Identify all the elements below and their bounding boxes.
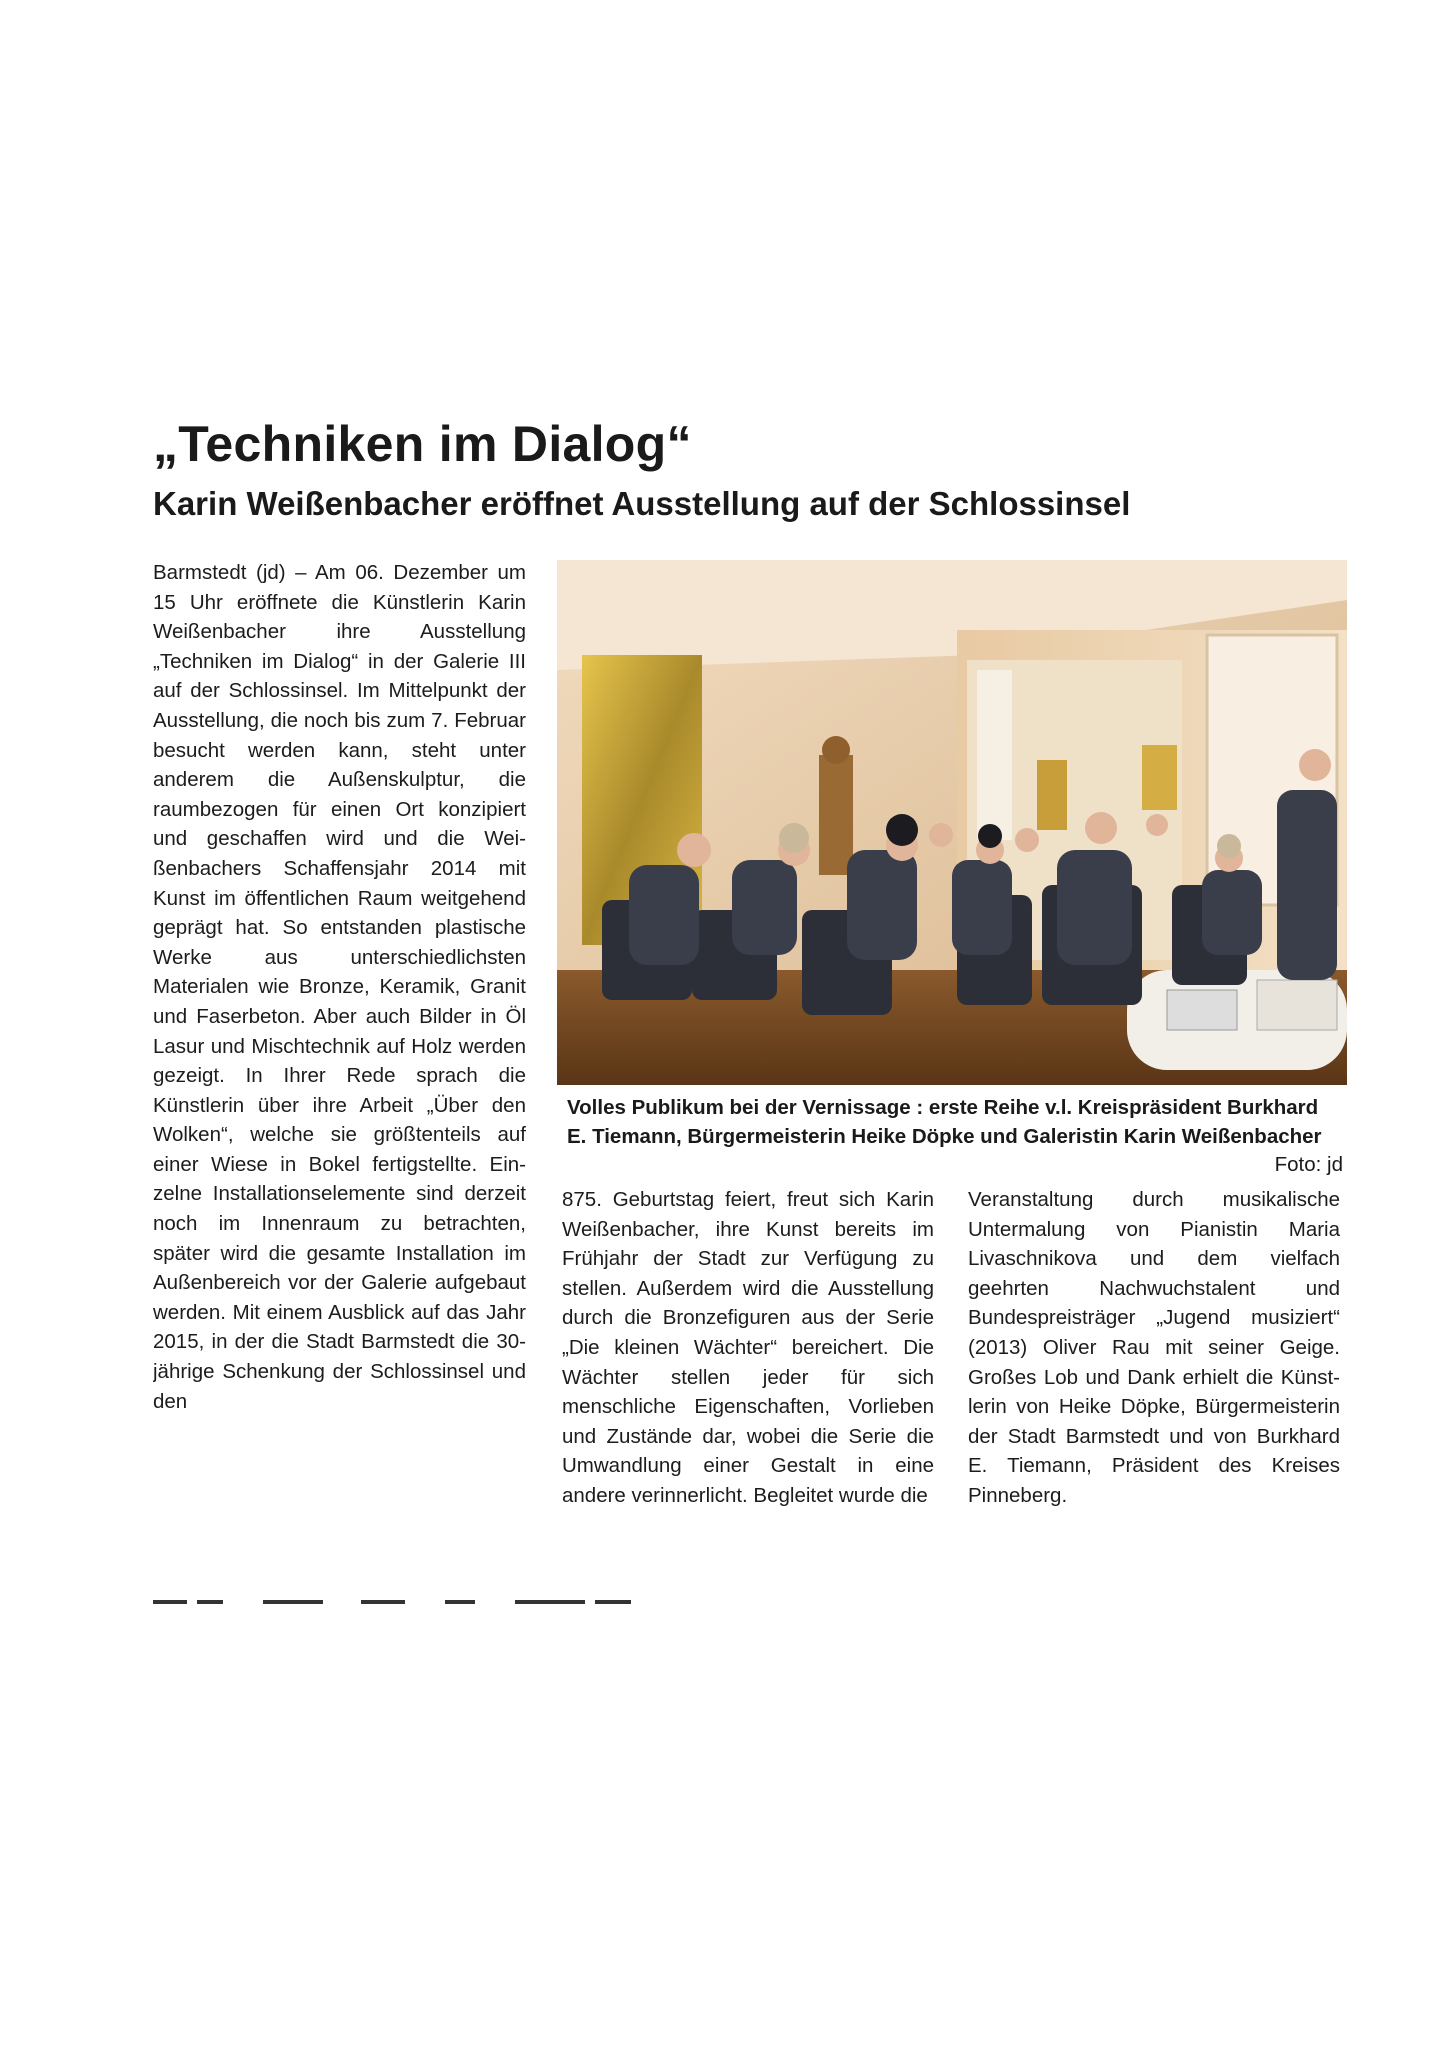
clipped-text-fragment: [153, 1596, 713, 1606]
article-column-2: 875. Geburtstag feiert, freut sich Karin Weißenbacher, ihre Kunst bereits im Frühjahr der Stadt zur Verfügung zu stellen. Außerdem wird die Ausstellung durch die Bronzefiguren aus der Serie „Die kleinen Wächter“ bereichert. Die Wächter stellen jeder für sich menschliche Eigenschaften, Vorlieben und Zustände dar, wobei die Serie die Umwandlung einer Gestalt in eine andere verinnerlicht. Begleitet wurde die: [562, 1188, 934, 1507]
photo-credit: Foto: jd: [1274, 1153, 1343, 1176]
photo-caption: [567, 1094, 1343, 1180]
photo-caption-text: Volles Publikum bei der Vernissage : erste Reihe v.l. Kreispräsident Burkhard E. Tiemann, Bürgermeisterin Heike Döpke und Galeristin Karin Weißenbacher: [567, 1096, 1322, 1148]
article-headline: „Techniken im Dialog“: [153, 416, 692, 472]
article-column-3: Veranstaltung durch musikalische Untermalung von Pianistin Maria Livaschnikova und dem vielfach geehrten Nachwuchstalent und Bundespreisträger „Jugend musiziert“ (2013) Oliver Rau mit seiner Geige. Großes Lob und Dank erhielt die Künstlerin von Heike Döpke, Bürgermeisterin der Stadt Barmstedt und von Burkhard E. Tiemann, Präsident des Kreises Pinneberg.: [968, 1188, 1340, 1507]
event-photo: [557, 560, 1347, 1085]
article-subheadline: Karin Weißenbacher eröffnet Ausstellung auf der Schlossinsel: [153, 485, 1131, 522]
article-column-1: Barmstedt (jd) – Am 06. Dezember um 15 Uhr eröffnete die Künstlerin Karin Weißenbacher ihre Ausstellung „Techniken im Dialog“ in der Galerie III auf der Schlossinsel. Im Mittelpunkt der Ausstellung, die noch bis zum 7. Februar besucht werden kann, steht unter anderem die Außenskulptur, die raumbezogen für einen Ort konzipiert und geschaffen wird und die Weißenbachers Schaffensjahr 2014 mit Kunst im öffentlichen Raum weitgehend geprägt hat. So entstanden plastische Werke aus unterschiedlichsten Materialen wie Bronze, Keramik, Granit und Faserbeton. Aber auch Bilder in Öl Lasur und Mischtechnik auf Holz werden gezeigt. In Ihrer Rede sprach die Künstlerin über ihre Arbeit „Über den Wolken“, welche sie größtenteils auf einer Wiese in Bokel fertigstellte. Einzelne Installationselemente sind derzeit noch im Innenraum zu betrachten, später wird die gesamte Installation im Außenbereich vor der Galerie aufgebaut werden. Mit einem Ausblick auf das Jahr 2015, in der die Stadt Barmstedt die 30-jährige Schenkung der Schlossinsel und den: [153, 561, 526, 1413]
